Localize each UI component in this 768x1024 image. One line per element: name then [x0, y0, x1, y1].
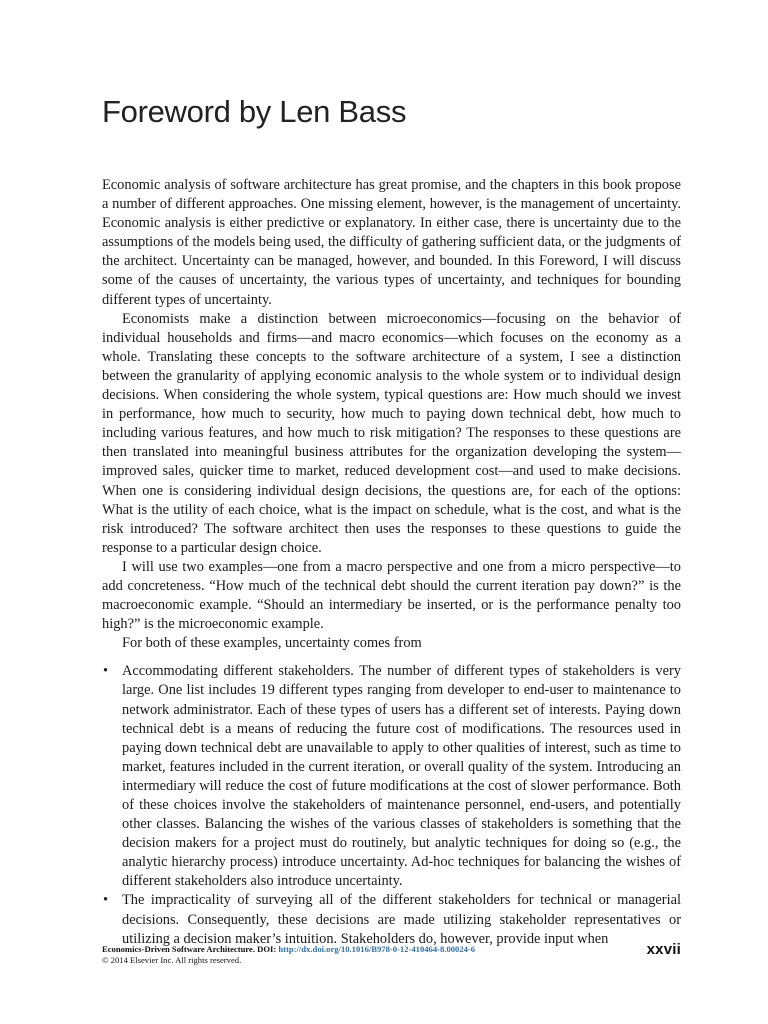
- list-item: [102, 662, 681, 891]
- page-footer: [102, 941, 681, 966]
- book-label: Economics-Driven Software Architecture. DOI:: [102, 944, 279, 954]
- copyright-notice: © 2014 Elsevier Inc. All rights reserved.: [102, 955, 242, 965]
- paragraph-economists: Economists make a distinction between microeconomics—focusing on the behavior of individual households and firms—and macro economics—which focuses on the economy as a whole. Translating these concepts to the software architecture of a system, I see a distinction between the granularity of applying economic analysis to the whole system or to individual design decisions. When considering the whole system, typical questions are: How much should we invest in performance, how much to security, how much to paying down technical debt, how much to including various features, and how much to risk mitigation? The responses to these questions are then translated into meaningful business attributes for the organization developing the system—improved sales, quicker time to market, reduced development cost—and used to make decisions. When one is considering individual design decisions, the questions are, for each of the options: What is the utility of each choice, what is the impact on schedule, what is the cost, and what is the risk introduced? The software architect then uses the responses to these questions to guide the response to a particular design choice.: [102, 310, 681, 556]
- citation-line: [102, 944, 681, 955]
- bullet-icon: •: [103, 892, 109, 909]
- paragraph-uncertainty-lead: For both of these examples, uncertainty comes from: [122, 635, 422, 652]
- list-item-text: The impracticality of surveying all of the different stakeholders for technical or managerial decisions. Consequently, these decisions are made utilizing stakeholder representatives or utilizing a decision maker’s intuition. Stakeholders do, however, provide input when: [122, 892, 681, 947]
- uncertainty-sources-list: [102, 662, 681, 948]
- bullet-icon: •: [103, 663, 109, 680]
- doi-link[interactable]: http://dx.doi.org/10.1016/B978-0-12-410464-8.00024-6: [278, 944, 476, 954]
- paragraph-intro: Economic analysis of software architecture has great promise, and the chapters in this book propose a number of different approaches. One missing element, however, is the management of uncertainty. Economic analysis is either predictive or explanatory. In either case, there is uncertainty due to the assumptions of the models being used, the difficulty of gathering sufficient data, or the judgments of the architect. Uncertainty can be managed, however, and bounded. In this Foreword, I will discuss some of the causes of uncertainty, the various types of uncertainty, and techniques for bounding different types of uncertainty.: [102, 177, 681, 308]
- paragraph-examples: I will use two examples—one from a macro perspective and one from a micro perspective—to add concreteness. “How much of the technical debt should the current iteration pay down?” is the macroeconomic example. “Should an intermediary be inserted, or is the performance penalty too high?” is the microeconomic example.: [102, 558, 681, 633]
- list-item: [102, 891, 681, 948]
- foreword-body: [102, 176, 681, 949]
- page-number: xxvii: [646, 941, 681, 958]
- page-title: Foreword by Len Bass: [102, 94, 407, 129]
- list-item-text: Accommodating different stakeholders. The number of different types of stakeholders is very large. One list includes 19 different types ranging from developer to end-user to maintenance to network administrator. Each of these types of users has a different set of interests. Paying down technical debt is a means of reducing the future cost of modifications. The resources used in paying down technical debt are unavailable to apply to other qualities of interest, such as time to market, features included in the current iteration, or overall quality of the system. Introducing an intermediary will reduce the cost of future modifications at the cost of slower performance. Both of these choices involve the stakeholders of maintenance personnel, end-users, and potentially other classes. Balancing the wishes of the various classes of stakeholders is something that the decision makers for a project must do routinely, but analytic techniques for doing so (e.g., the analytic hierarchy process) introduce uncertainty. Ad-hoc techniques for balancing the wishes of different stakeholders also introduce uncertainty.: [122, 663, 681, 890]
